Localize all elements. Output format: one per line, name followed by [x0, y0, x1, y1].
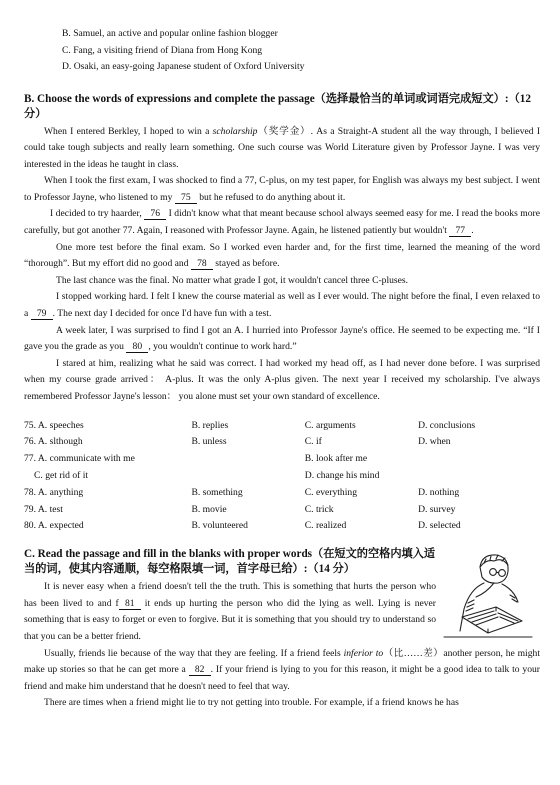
choice[interactable]: 78. A. anything — [24, 486, 84, 498]
blank-80[interactable]: 80 — [126, 341, 148, 353]
paragraph — [24, 124, 540, 174]
section-b-title: B. Choose the words of expressions and complete the passage（选择最恰当的单词或词语完成短文）:（12 分） — [24, 92, 531, 120]
paragraph: The last chance was the final. No matter what grade I got, it wouldn't cancel three C-pluses. — [56, 274, 409, 286]
choice[interactable]: 79. A. test — [24, 503, 63, 515]
text: A week later, I was surprised to find I got an A. I hurried into Professor Jayne's office. He seemed to be expecting me. “If I gave you the grade as you — [24, 324, 540, 353]
paragraph — [24, 240, 540, 273]
section-c-title: C. Read the passage and fill in the blanks with proper words（在短文的空格内填入适当的词，使其内容通顺，每空格限填一词，首字母已给）:（14 分） — [24, 548, 436, 576]
text: I didn't know what that meant because school always seemed easy for me. I read the books more carefully, but got another 77. Again, I reasoned with Professor Jayne. Again, he listened patiently but wouldn't — [24, 208, 540, 237]
choice[interactable]: B. movie — [191, 503, 227, 515]
paragraph — [24, 646, 540, 696]
choice[interactable]: B. volunteered — [191, 520, 248, 532]
choice[interactable]: B. something — [191, 486, 243, 498]
text: . — [471, 225, 474, 237]
choice[interactable]: 77. A. communicate with me — [24, 453, 135, 465]
previous-question-options — [62, 26, 540, 76]
text: Usually, friends lie because of the way that they are feeling. If a friend feels — [44, 647, 344, 659]
student-reading-illustration — [440, 547, 536, 643]
text: （奖学金）. As a Straight-A student all the way through, I believed I could take tough subjects and really learn something. One such course was World Literature given by Professor Jayne. I was very interested in the ideas he taught in class. — [24, 125, 541, 170]
option-b: B. Samuel, an active and popular online fashion blogger — [62, 28, 278, 39]
choice[interactable]: C. get rid of it — [34, 470, 89, 482]
text: , you wouldn't continue to work hard.” — [148, 341, 297, 353]
blank-76[interactable]: 76 — [144, 208, 166, 220]
choice-row — [24, 434, 544, 451]
paragraph — [24, 323, 540, 356]
text: （比……差）another person, he might make up stories so that he can get more a — [24, 647, 540, 676]
italic-term: scholarship — [212, 125, 258, 137]
choice[interactable]: 75. A. speeches — [24, 419, 84, 431]
choice[interactable]: C. if — [304, 436, 322, 448]
text: it ends up hurting the person who did the lying as well. Lying is never something that is easy to forget or even to forgive. But it is something that you should try to understand so that you can be a better friend. — [24, 597, 436, 642]
blank-75[interactable]: 75 — [175, 192, 197, 204]
choice[interactable]: C. realized — [304, 520, 347, 532]
italic-term: inferior to — [343, 647, 384, 659]
section-b-passage — [24, 124, 540, 406]
choice[interactable]: 76. A. slthough — [24, 436, 83, 448]
choice-row — [24, 418, 544, 435]
paragraph — [24, 173, 540, 206]
blank-79[interactable]: 79 — [31, 308, 53, 320]
choice[interactable]: D. change his mind — [304, 470, 380, 482]
choice-row — [24, 502, 544, 519]
text: . If your friend is lying to you for this reason, it might be a good idea to talk to your friend and make him understand that he doesn't need to feel that way. — [24, 664, 540, 692]
choice[interactable]: C. everything — [304, 486, 357, 498]
choice[interactable]: B. unless — [191, 436, 227, 448]
choice[interactable]: C. arguments — [304, 419, 356, 431]
text: but he refused to do anything about it. — [196, 191, 346, 203]
choice[interactable]: 80. A. expected — [24, 520, 84, 532]
choice[interactable]: D. when — [418, 436, 451, 448]
choices-table — [24, 418, 544, 536]
choice-row — [24, 485, 544, 502]
choice[interactable]: B. look after me — [304, 453, 368, 465]
paragraph — [24, 579, 436, 645]
paragraph: I stared at him, realizing what he said was correct. I had worked my head off, as I had never done before. I was surprised when my course grade arrived： A-plus. It was the only A-plus given. The next year I received my scholarship. I've always remembered Professor Jayne's lesson： you alone must set your own standard of excellence. — [24, 357, 540, 402]
text: I decided to try haarder, — [50, 208, 145, 220]
choice[interactable]: D. nothing — [418, 486, 460, 498]
text: It is never easy when a friend doesn't tell the the truth. This is something that hurts the person who has been lived to and f — [24, 581, 436, 609]
option-d: D. Osaki, an easy-going Japanese student of Oxford University — [62, 61, 305, 72]
choice[interactable]: C. trick — [304, 503, 334, 515]
paragraph: There are times when a friend might lie to try not getting into trouble. For example, if a friend knows he has — [44, 697, 459, 709]
choice[interactable]: D. conclusions — [418, 419, 476, 431]
text: One more test before the final exam. So I worked even harder and, for the first time, learned the meaning of the word “thorough”. But my effort did no good and — [24, 241, 540, 270]
text: . The next day I decided for once I'd have fun with a test. — [52, 308, 272, 320]
blank-81[interactable]: 81 — [119, 598, 141, 610]
text: I stopped working hard. I felt I knew the course material as well as I ever would. The night before the final, I even relaxed to a — [24, 291, 540, 320]
text: stayed as before. — [212, 258, 280, 270]
choice-row — [24, 518, 544, 535]
blank-82[interactable]: 82 — [189, 664, 211, 676]
text: When I entered Berkley, I hoped to win a — [44, 125, 213, 137]
section-c — [24, 547, 540, 712]
choice[interactable]: D. survey — [418, 503, 456, 515]
paragraph — [24, 206, 540, 239]
text: When I took the first exam, I was shocked to find a 77, C-plus, on my test paper, for English was always my best subject. I went to Professor Jayne, who listened to my — [24, 175, 540, 203]
blank-77[interactable]: 77 — [449, 225, 471, 237]
choice[interactable]: D. selected — [418, 520, 461, 532]
option-c: C. Fang, a visiting friend of Diana from Hong Kong — [62, 44, 263, 56]
choice-row — [24, 468, 544, 485]
choice[interactable]: B. replies — [191, 419, 229, 431]
blank-78[interactable]: 78 — [191, 258, 213, 270]
choice-row — [24, 451, 544, 468]
paragraph — [24, 289, 540, 322]
